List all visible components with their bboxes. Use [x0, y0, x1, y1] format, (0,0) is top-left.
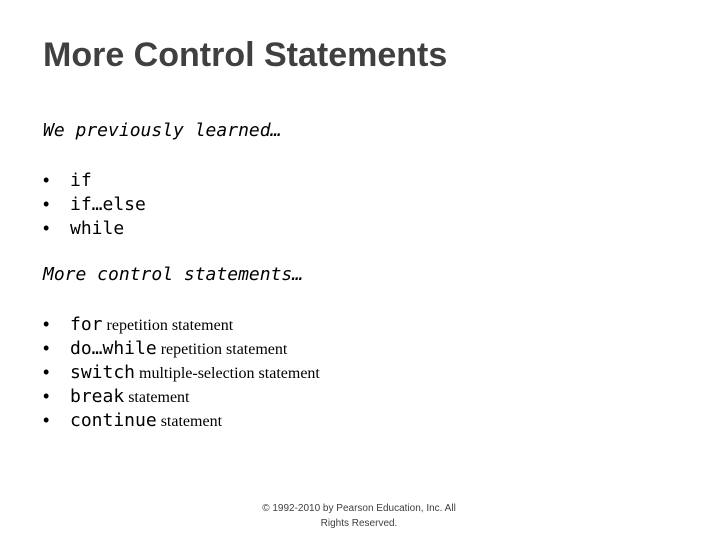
- list-item: [43, 312, 320, 336]
- statement-keyword: continue: [70, 410, 157, 431]
- statement-keyword: for: [70, 314, 103, 335]
- bullet-icon: •: [43, 338, 50, 358]
- copyright-footer: [249, 501, 469, 531]
- statement-keyword: switch: [70, 362, 136, 383]
- more-heading: More control statements…: [43, 264, 304, 285]
- statement-description: statement: [124, 389, 190, 406]
- list-item: [43, 384, 320, 408]
- list-item: [43, 168, 146, 192]
- bullet-icon: •: [43, 362, 50, 382]
- bullet-icon: •: [43, 410, 50, 430]
- statement-description: repetition statement: [102, 317, 234, 334]
- bullet-icon: •: [43, 314, 50, 334]
- bullet-icon: •: [43, 386, 50, 406]
- more-statements-list: [43, 312, 320, 432]
- slide-title: More Control Statements: [43, 36, 448, 74]
- statement-description: statement: [156, 413, 223, 430]
- statement-keyword: if…else: [70, 194, 146, 215]
- footer-line: © 1992-2010 by Pearson Education, Inc. All: [262, 503, 456, 514]
- list-item: [43, 216, 146, 240]
- statement-keyword: while: [70, 218, 125, 239]
- previous-statements-list: [43, 168, 146, 240]
- bullet-icon: •: [43, 218, 50, 238]
- list-item: [43, 360, 320, 384]
- statement-description: multiple-selection statement: [135, 365, 320, 382]
- list-item: [43, 192, 146, 216]
- list-item: [43, 336, 320, 360]
- statement-keyword: if: [70, 170, 92, 191]
- statement-keyword: break: [70, 386, 125, 407]
- bullet-icon: •: [43, 170, 50, 190]
- list-item: [43, 408, 320, 432]
- statement-keyword: do…while: [70, 338, 157, 359]
- statement-description: repetition statement: [156, 341, 288, 358]
- previous-heading: We previously learned…: [43, 120, 282, 141]
- bullet-icon: •: [43, 194, 50, 214]
- footer-line: Rights Reserved.: [320, 518, 398, 529]
